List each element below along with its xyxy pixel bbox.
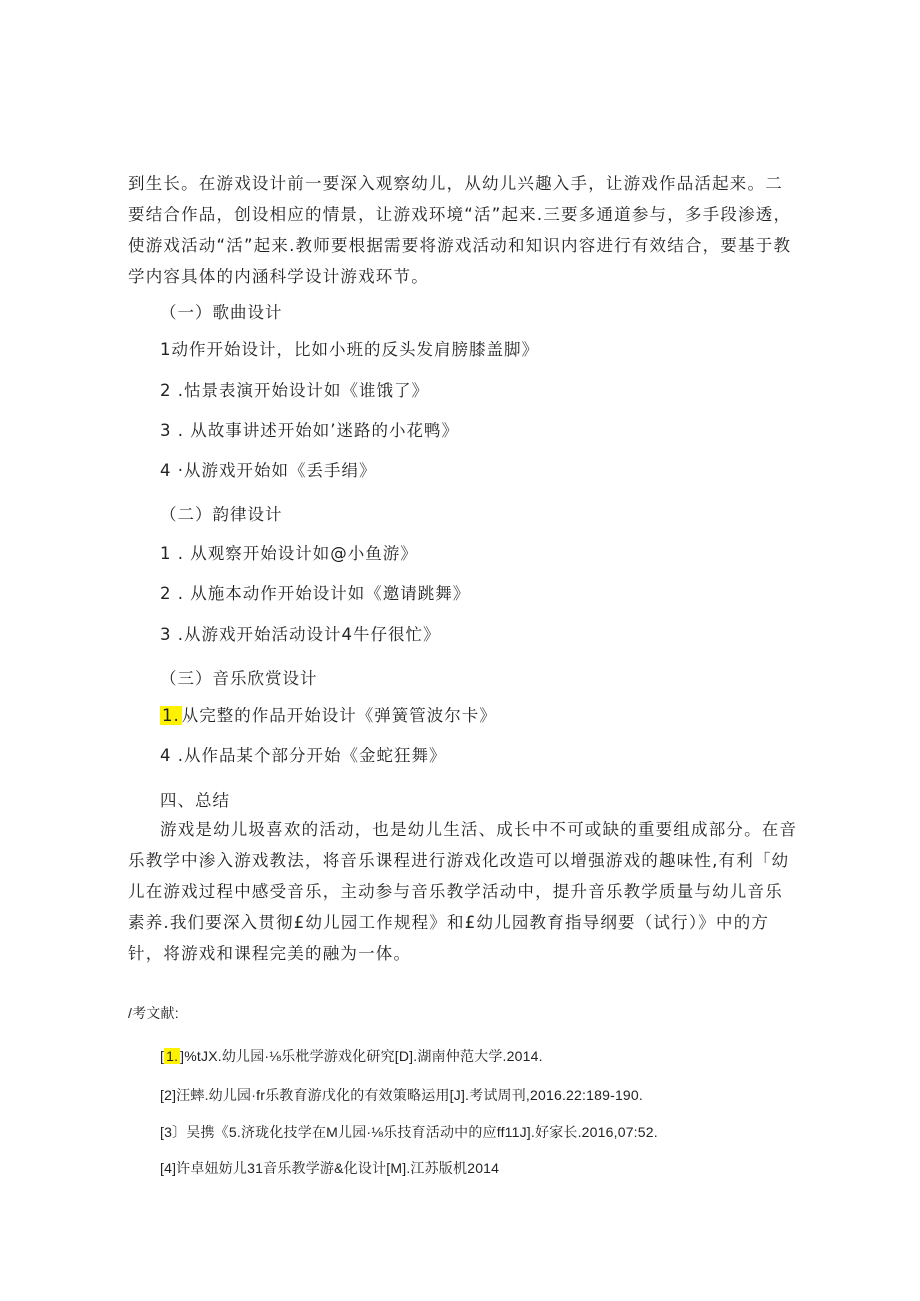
intro-paragraph: 到生长。在游戏设计前一要深入观察幼儿，从幼儿兴趣入手，让游戏作品活起来。二要结合作品，创设相应的情景，让游戏环境“活”起来.三要多通道参与，多手段渗透，使游戏活动“活”起来.教师要根据需要将游戏活动和知识内容进行有效结合，要基于教学内容具体的内涵科学设计游戏环节。 bbox=[128, 174, 792, 286]
reference-item-3: [3〕吴携《5.济珑化技学在M儿园·⅛乐技育活动中的应ff11J].好家长.2016,07:52. bbox=[160, 1124, 658, 1140]
reference-item-2: [2]汪蟀.幼儿园·fr乐教育游戊化的有效策略运用[J].考试周刊,2016.22:189-190. bbox=[160, 1087, 643, 1103]
appreciation-item-2: 4 .从作品某个部分开始《金蛇狂舞》 bbox=[160, 746, 447, 765]
reference-1-prefix: [ bbox=[160, 1048, 165, 1064]
song-item-4: 4 ·从游戏开始如《丢手绢》 bbox=[160, 461, 377, 480]
song-item-2: 2 .怙景表演开始设计如《谁饿了》 bbox=[160, 381, 429, 400]
appreciation-item-1 bbox=[160, 702, 497, 726]
section-heading-song: （一）歌曲设计 bbox=[160, 303, 283, 322]
section-heading-rhythm: （二）韵律设计 bbox=[160, 505, 283, 524]
song-item-1: 1动作开始设计，比如小班的反头发肩膀膝盖脚》 bbox=[160, 340, 539, 359]
highlighted-marker: 1. bbox=[166, 1048, 179, 1064]
summary-paragraph: 游戏是幼儿圾喜欢的活动，也是幼儿生活、成长中不可或缺的重要组成部分。在音乐教学中渗入游戏教法，将音乐课程进行游戏化改造可以增强游戏的趣味性,有利「幼儿在游戏过程中感受音乐，主动参与音乐教学活动中，提升音乐教学质量与幼儿音乐素养.我们要深入贯彻£幼儿园工作规程》和£幼儿园教育指导纲要（试行）》中的方针，将游戏和课程完美的融为一体。 bbox=[128, 820, 798, 963]
summary-heading: 四、总结 bbox=[160, 791, 230, 810]
rhythm-item-2: 2 . 从施本动作开始设计如《邀请跳舞》 bbox=[160, 584, 471, 603]
reference-item-1 bbox=[160, 1046, 543, 1066]
reference-1-text: ]%tJX.幼儿园·⅛乐枇学游戏化研究[D].湖南仲范大学.2014. bbox=[180, 1048, 543, 1064]
appreciation-item-1-text: 从完整的作品开始设计《弹簧管波尔卡》 bbox=[181, 706, 497, 725]
rhythm-item-3: 3 .从游戏开始活动设计4牛仔很忙》 bbox=[160, 625, 441, 644]
references-heading: /考文献: bbox=[128, 1005, 179, 1021]
song-item-3: 3 . 从故事讲述开始如’迷路的小花鸭》 bbox=[160, 421, 459, 440]
section-heading-appreciation: （三）音乐欣赏设计 bbox=[160, 669, 318, 688]
reference-item-4: [4]许卓妞妨儿31音乐教学游&化设计[M].江苏版机2014 bbox=[160, 1160, 500, 1176]
highlighted-marker: 1. bbox=[162, 706, 180, 725]
rhythm-item-1: 1 . 从观察开始设计如@小鱼游》 bbox=[160, 544, 418, 563]
